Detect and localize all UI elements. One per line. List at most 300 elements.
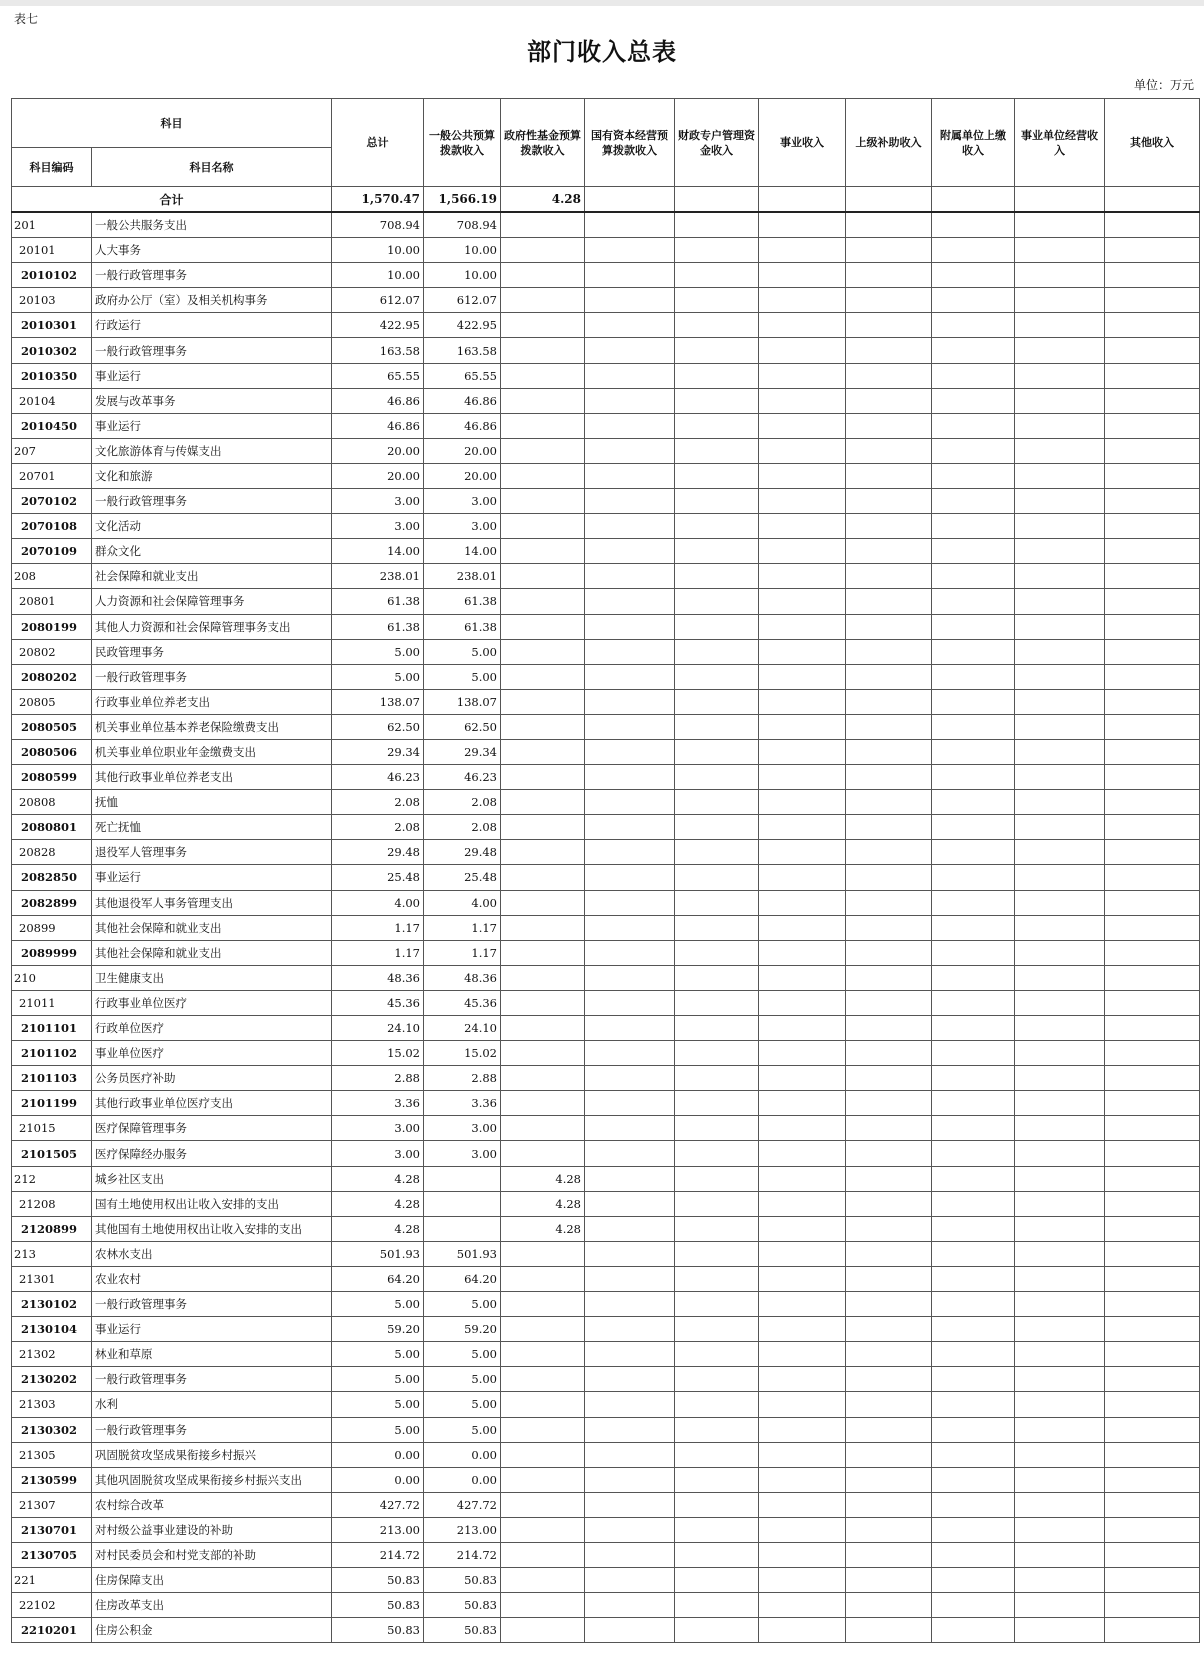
empty-cell (932, 564, 1015, 589)
empty-cell (932, 363, 1015, 388)
empty-cell (1105, 1166, 1200, 1191)
empty-cell (585, 1141, 675, 1166)
empty-cell (759, 438, 846, 463)
row-name: 民政管理事务 (92, 639, 332, 664)
row-general-budget (424, 1166, 501, 1191)
row-general-budget: 138.07 (424, 689, 501, 714)
row-general-budget: 24.10 (424, 1016, 501, 1041)
empty-cell (932, 714, 1015, 739)
empty-cell (1015, 1066, 1105, 1091)
table-row (12, 1066, 1200, 1091)
row-general-budget: 3.00 (424, 1141, 501, 1166)
row-name: 行政运行 (92, 313, 332, 338)
row-general-budget: 20.00 (424, 438, 501, 463)
empty-cell (759, 1517, 846, 1542)
total-empty-cell (846, 187, 932, 213)
empty-cell (1015, 965, 1105, 990)
empty-cell (1015, 363, 1105, 388)
empty-cell (1015, 639, 1105, 664)
table-row (12, 463, 1200, 488)
row-total: 4.28 (332, 1191, 424, 1216)
table-row (12, 1593, 1200, 1618)
empty-cell (932, 212, 1015, 238)
empty-cell (1015, 739, 1105, 764)
row-general-budget: 25.48 (424, 865, 501, 890)
row-code: 21208 (12, 1191, 92, 1216)
row-general-budget: 29.34 (424, 739, 501, 764)
empty-cell (585, 1568, 675, 1593)
empty-cell (759, 639, 846, 664)
row-general-budget: 20.00 (424, 463, 501, 488)
empty-cell (759, 1041, 846, 1066)
row-fund-budget: 4.28 (501, 1216, 585, 1241)
empty-cell (759, 1141, 846, 1166)
row-code: 2010450 (12, 413, 92, 438)
empty-cell (932, 1166, 1015, 1191)
total-empty-cell (932, 187, 1015, 213)
row-general-budget: 4.00 (424, 890, 501, 915)
total-empty-cell (1015, 187, 1105, 213)
empty-cell (1105, 1191, 1200, 1216)
empty-cell (759, 1492, 846, 1517)
row-name: 其他行政事业单位养老支出 (92, 765, 332, 790)
empty-cell (846, 1241, 932, 1266)
empty-cell (585, 714, 675, 739)
row-code: 2089999 (12, 940, 92, 965)
row-code: 2080505 (12, 714, 92, 739)
empty-cell (759, 589, 846, 614)
row-name: 机关事业单位基本养老保险缴费支出 (92, 714, 332, 739)
empty-cell (846, 1618, 932, 1643)
page-title: 部门收入总表 (527, 38, 677, 66)
row-general-budget: 422.95 (424, 313, 501, 338)
empty-cell (1015, 1568, 1105, 1593)
empty-cell (1105, 614, 1200, 639)
empty-cell (675, 1618, 759, 1643)
row-fund-budget (501, 790, 585, 815)
empty-cell (1105, 1542, 1200, 1567)
row-total: 5.00 (332, 1367, 424, 1392)
table-row (12, 1116, 1200, 1141)
empty-cell (585, 739, 675, 764)
row-total: 5.00 (332, 664, 424, 689)
empty-cell (846, 714, 932, 739)
empty-cell (675, 1191, 759, 1216)
row-code: 21301 (12, 1266, 92, 1291)
empty-cell (585, 489, 675, 514)
row-code: 201 (12, 212, 92, 238)
row-code: 2082850 (12, 865, 92, 890)
row-general-budget: 3.36 (424, 1091, 501, 1116)
empty-cell (1015, 438, 1105, 463)
row-fund-budget (501, 564, 585, 589)
empty-cell (1015, 1166, 1105, 1191)
empty-cell (759, 714, 846, 739)
row-name: 卫生健康支出 (92, 965, 332, 990)
header-code: 科目编码 (12, 148, 92, 187)
total-general-budget: 1,566.19 (424, 187, 501, 213)
empty-cell (1105, 714, 1200, 739)
empty-cell (1105, 338, 1200, 363)
empty-cell (932, 1292, 1015, 1317)
row-general-budget: 5.00 (424, 1367, 501, 1392)
row-name: 其他退役军人事务管理支出 (92, 890, 332, 915)
row-code: 21307 (12, 1492, 92, 1517)
row-code: 2080801 (12, 815, 92, 840)
row-general-budget: 46.23 (424, 765, 501, 790)
empty-cell (675, 1116, 759, 1141)
row-total: 138.07 (332, 689, 424, 714)
empty-cell (846, 790, 932, 815)
row-general-budget: 45.36 (424, 990, 501, 1015)
row-total: 10.00 (332, 263, 424, 288)
empty-cell (585, 1317, 675, 1342)
empty-cell (932, 915, 1015, 940)
row-total: 5.00 (332, 1392, 424, 1417)
empty-cell (1105, 1467, 1200, 1492)
row-name: 国有土地使用权出让收入安排的支出 (92, 1191, 332, 1216)
empty-cell (1105, 1066, 1200, 1091)
empty-cell (675, 765, 759, 790)
empty-cell (759, 338, 846, 363)
table-row (12, 1367, 1200, 1392)
row-code: 2130705 (12, 1542, 92, 1567)
empty-cell (675, 463, 759, 488)
row-name: 机关事业单位职业年金缴费支出 (92, 739, 332, 764)
empty-cell (846, 212, 932, 238)
empty-cell (1015, 514, 1105, 539)
empty-cell (932, 1367, 1015, 1392)
table-row (12, 865, 1200, 890)
empty-cell (846, 1091, 932, 1116)
empty-cell (1015, 1392, 1105, 1417)
empty-cell (1105, 388, 1200, 413)
empty-cell (932, 313, 1015, 338)
row-general-budget: 5.00 (424, 639, 501, 664)
empty-cell (932, 1618, 1015, 1643)
table-row (12, 1241, 1200, 1266)
empty-cell (846, 639, 932, 664)
empty-cell (585, 765, 675, 790)
empty-cell (846, 689, 932, 714)
empty-cell (759, 1216, 846, 1241)
row-total: 1.17 (332, 915, 424, 940)
row-general-budget: 501.93 (424, 1241, 501, 1266)
empty-cell (759, 1367, 846, 1392)
row-fund-budget (501, 639, 585, 664)
empty-cell (1015, 589, 1105, 614)
row-name: 事业运行 (92, 865, 332, 890)
empty-cell (1015, 539, 1105, 564)
empty-cell (932, 288, 1015, 313)
empty-cell (1015, 1191, 1105, 1216)
empty-cell (675, 1166, 759, 1191)
row-fund-budget: 4.28 (501, 1191, 585, 1216)
table-row (12, 1517, 1200, 1542)
empty-cell (585, 1016, 675, 1041)
row-code: 213 (12, 1241, 92, 1266)
row-code: 221 (12, 1568, 92, 1593)
empty-cell (675, 313, 759, 338)
row-fund-budget (501, 263, 585, 288)
total-empty-cell (585, 187, 675, 213)
empty-cell (675, 965, 759, 990)
empty-cell (1105, 1317, 1200, 1342)
empty-cell (1105, 1618, 1200, 1643)
empty-cell (932, 238, 1015, 263)
row-name: 其他行政事业单位医疗支出 (92, 1091, 332, 1116)
empty-cell (932, 664, 1015, 689)
row-name: 农村综合改革 (92, 1492, 332, 1517)
header-total: 总计 (332, 99, 424, 187)
empty-cell (759, 212, 846, 238)
row-code: 2070102 (12, 489, 92, 514)
row-code: 20805 (12, 689, 92, 714)
empty-cell (675, 489, 759, 514)
empty-cell (675, 238, 759, 263)
row-name: 一般行政管理事务 (92, 1367, 332, 1392)
empty-cell (932, 739, 1015, 764)
empty-cell (846, 1066, 932, 1091)
empty-cell (675, 639, 759, 664)
empty-cell (932, 1066, 1015, 1091)
empty-cell (846, 238, 932, 263)
empty-cell (1015, 463, 1105, 488)
empty-cell (932, 1317, 1015, 1342)
empty-cell (846, 1216, 932, 1241)
row-general-budget: 5.00 (424, 1392, 501, 1417)
row-fund-budget (501, 463, 585, 488)
row-code: 21303 (12, 1392, 92, 1417)
empty-cell (846, 865, 932, 890)
empty-cell (932, 890, 1015, 915)
table-row (12, 1417, 1200, 1442)
empty-cell (1015, 1317, 1105, 1342)
empty-cell (932, 1492, 1015, 1517)
row-general-budget (424, 1216, 501, 1241)
empty-cell (675, 1442, 759, 1467)
empty-cell (846, 940, 932, 965)
empty-cell (675, 438, 759, 463)
empty-cell (585, 313, 675, 338)
empty-cell (932, 463, 1015, 488)
empty-cell (1105, 1392, 1200, 1417)
row-general-budget: 5.00 (424, 664, 501, 689)
row-general-budget: 59.20 (424, 1317, 501, 1342)
row-fund-budget: 4.28 (501, 1166, 585, 1191)
empty-cell (1015, 714, 1105, 739)
empty-cell (1105, 1091, 1200, 1116)
empty-cell (759, 1467, 846, 1492)
empty-cell (846, 263, 932, 288)
empty-cell (585, 413, 675, 438)
empty-cell (585, 1191, 675, 1216)
row-fund-budget (501, 1016, 585, 1041)
empty-cell (759, 463, 846, 488)
header-subject: 科目 (12, 99, 332, 148)
row-code: 2130202 (12, 1367, 92, 1392)
row-total: 59.20 (332, 1317, 424, 1342)
empty-cell (585, 212, 675, 238)
table-row (12, 689, 1200, 714)
empty-cell (585, 1417, 675, 1442)
empty-cell (1105, 1116, 1200, 1141)
row-fund-budget (501, 1442, 585, 1467)
row-general-budget: 0.00 (424, 1467, 501, 1492)
row-code: 2101102 (12, 1041, 92, 1066)
empty-cell (932, 840, 1015, 865)
empty-cell (675, 815, 759, 840)
row-general-budget: 708.94 (424, 212, 501, 238)
empty-cell (675, 865, 759, 890)
empty-cell (1105, 1442, 1200, 1467)
table-row (12, 739, 1200, 764)
empty-cell (932, 1116, 1015, 1141)
row-name: 医疗保障经办服务 (92, 1141, 332, 1166)
row-fund-budget (501, 1568, 585, 1593)
empty-cell (846, 1593, 932, 1618)
empty-cell (675, 514, 759, 539)
empty-cell (846, 589, 932, 614)
empty-cell (846, 413, 932, 438)
empty-cell (846, 965, 932, 990)
row-code: 2082899 (12, 890, 92, 915)
empty-cell (759, 1241, 846, 1266)
row-code: 207 (12, 438, 92, 463)
empty-cell (585, 915, 675, 940)
empty-cell (1015, 890, 1105, 915)
row-name: 一般行政管理事务 (92, 664, 332, 689)
row-fund-budget (501, 1342, 585, 1367)
empty-cell (759, 288, 846, 313)
row-total: 10.00 (332, 238, 424, 263)
row-general-budget: 46.86 (424, 413, 501, 438)
row-name: 巩固脱贫攻坚成果衔接乡村振兴 (92, 1442, 332, 1467)
empty-cell (1105, 790, 1200, 815)
empty-cell (846, 514, 932, 539)
row-code: 2120899 (12, 1216, 92, 1241)
row-general-budget: 2.08 (424, 815, 501, 840)
empty-cell (675, 1392, 759, 1417)
empty-cell (932, 489, 1015, 514)
row-fund-budget (501, 1141, 585, 1166)
empty-cell (1105, 915, 1200, 940)
row-total: 2.08 (332, 815, 424, 840)
empty-cell (1015, 815, 1105, 840)
empty-cell (759, 664, 846, 689)
table-row (12, 890, 1200, 915)
empty-cell (585, 1517, 675, 1542)
row-code: 2070109 (12, 539, 92, 564)
table-row (12, 1091, 1200, 1116)
header-special-account: 财政专户管理资金收入 (675, 99, 759, 187)
row-general-budget: 214.72 (424, 1542, 501, 1567)
empty-cell (932, 263, 1015, 288)
empty-cell (1015, 865, 1105, 890)
row-code: 20101 (12, 238, 92, 263)
empty-cell (1105, 815, 1200, 840)
empty-cell (1015, 790, 1105, 815)
empty-cell (846, 1317, 932, 1342)
empty-cell (1015, 1417, 1105, 1442)
empty-cell (1105, 1292, 1200, 1317)
empty-cell (675, 1568, 759, 1593)
empty-cell (585, 388, 675, 413)
empty-cell (1015, 765, 1105, 790)
empty-cell (585, 1367, 675, 1392)
empty-cell (846, 313, 932, 338)
empty-cell (585, 1542, 675, 1567)
table-row (12, 1568, 1200, 1593)
empty-cell (1105, 463, 1200, 488)
empty-cell (1105, 564, 1200, 589)
row-code: 2101101 (12, 1016, 92, 1041)
table-row (12, 990, 1200, 1015)
empty-cell (1105, 739, 1200, 764)
row-total: 20.00 (332, 438, 424, 463)
row-general-budget: 62.50 (424, 714, 501, 739)
header-state-capital: 国有资本经营预算拨款收入 (585, 99, 675, 187)
empty-cell (759, 1091, 846, 1116)
row-fund-budget (501, 1542, 585, 1567)
table-row (12, 363, 1200, 388)
row-general-budget: 5.00 (424, 1292, 501, 1317)
row-name: 住房保障支出 (92, 1568, 332, 1593)
row-name: 文化活动 (92, 514, 332, 539)
table-row (12, 1442, 1200, 1467)
empty-cell (759, 1266, 846, 1291)
empty-cell (675, 1066, 759, 1091)
row-name: 农业农村 (92, 1266, 332, 1291)
row-fund-budget (501, 965, 585, 990)
empty-cell (932, 765, 1015, 790)
empty-cell (1105, 1593, 1200, 1618)
row-fund-budget (501, 514, 585, 539)
empty-cell (932, 1091, 1015, 1116)
window-top-strip (0, 0, 1204, 6)
row-total: 3.00 (332, 489, 424, 514)
empty-cell (932, 1392, 1015, 1417)
empty-cell (759, 1191, 846, 1216)
empty-cell (1015, 288, 1105, 313)
empty-cell (759, 1417, 846, 1442)
empty-cell (1105, 1367, 1200, 1392)
empty-cell (759, 1618, 846, 1643)
empty-cell (1105, 1568, 1200, 1593)
empty-cell (759, 313, 846, 338)
empty-cell (932, 1266, 1015, 1291)
table-row (12, 915, 1200, 940)
row-total: 62.50 (332, 714, 424, 739)
empty-cell (1105, 212, 1200, 238)
row-fund-budget (501, 1392, 585, 1417)
empty-cell (932, 338, 1015, 363)
empty-cell (759, 840, 846, 865)
table-row (12, 1016, 1200, 1041)
row-general-budget: 61.38 (424, 614, 501, 639)
row-general-budget: 3.00 (424, 514, 501, 539)
row-name: 其他国有土地使用权出让收入安排的支出 (92, 1216, 332, 1241)
empty-cell (846, 614, 932, 639)
empty-cell (759, 990, 846, 1015)
row-total: 4.00 (332, 890, 424, 915)
table-row (12, 1216, 1200, 1241)
empty-cell (1105, 1517, 1200, 1542)
row-fund-budget (501, 338, 585, 363)
row-general-budget: 2.88 (424, 1066, 501, 1091)
empty-cell (1015, 263, 1105, 288)
row-name: 退役军人管理事务 (92, 840, 332, 865)
